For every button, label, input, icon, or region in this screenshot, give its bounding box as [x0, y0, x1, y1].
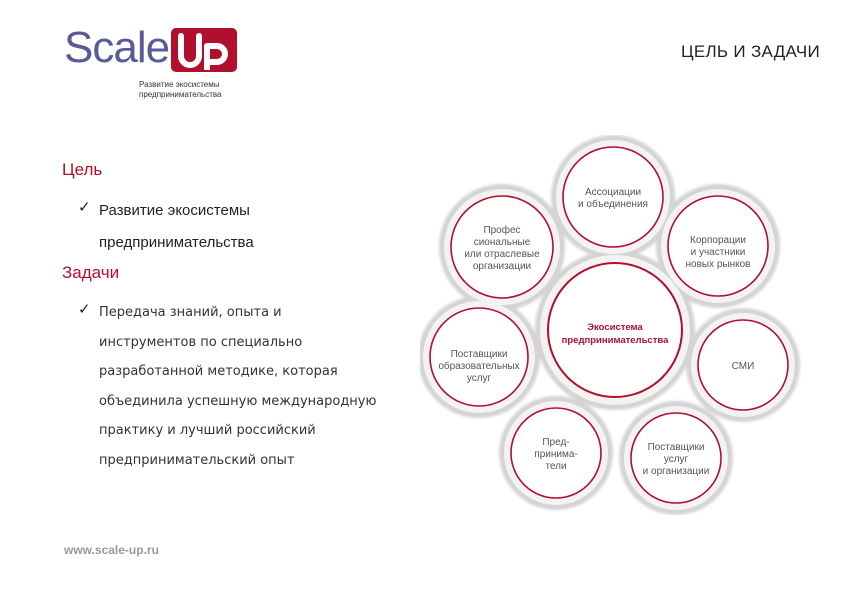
task-line: инструментов по специально	[99, 334, 303, 350]
task-line: Передача знаний, опыта и	[99, 305, 282, 320]
node-entrepreneurs	[511, 408, 601, 498]
node-label: новых рынков	[685, 259, 751, 270]
goal-line-2: предпринимательства	[99, 234, 254, 251]
node-label: Поставщики	[647, 442, 705, 453]
node-label: организации	[472, 261, 532, 272]
node-label: и объединения	[578, 199, 648, 210]
node-media	[698, 320, 788, 410]
goal-text	[99, 195, 399, 259]
node-label: тели	[545, 461, 567, 472]
logo-tagline	[139, 80, 249, 100]
footer-url: www.scale-up.ru	[64, 543, 159, 557]
node-label: СМИ	[731, 361, 755, 372]
node-label: услуг	[466, 373, 492, 384]
node-label: Ассоциации	[584, 187, 642, 198]
ecosystem-diagram	[420, 135, 820, 515]
center-label-2: предпринимательства	[561, 335, 669, 346]
node-associations	[563, 147, 663, 247]
tasks-text	[99, 298, 429, 475]
goal-check-icon: ✓	[78, 198, 91, 216]
node-label: и участники	[690, 247, 746, 258]
node-label: услуг	[663, 454, 689, 465]
goal-heading: Цель	[62, 160, 103, 179]
ecosystem-center	[548, 263, 682, 397]
node-label: сиональные	[473, 237, 531, 248]
node-professional-orgs	[451, 196, 553, 298]
page-title: ЦЕЛЬ И ЗАДАЧИ	[680, 42, 820, 61]
task-line: разработанной методике, которая	[99, 364, 338, 379]
node-label: образовательных	[438, 361, 520, 372]
tasks-check-icon: ✓	[78, 300, 91, 318]
scaleup-logo	[64, 24, 244, 104]
task-line: предпринимательский опыт	[99, 452, 295, 468]
node-label: Пред-	[542, 437, 570, 448]
logo-tagline-line1: Развитие экосистемы	[139, 80, 220, 89]
node-label: или отраслевые	[464, 249, 540, 260]
node-corporations	[668, 196, 768, 296]
tasks-heading: Задачи	[62, 263, 120, 282]
goal-line-1: Развитие экосистемы	[99, 202, 250, 219]
node-label: и организации	[642, 466, 710, 477]
logo-tagline-line2: предпринимательства	[139, 90, 222, 99]
task-line: практику и лучший российский	[99, 423, 316, 438]
node-edu-providers	[430, 308, 528, 406]
node-label: принима-	[534, 449, 578, 460]
logo-up-mark	[171, 28, 237, 72]
node-label: Поставщики	[450, 349, 508, 360]
node-label: Профес	[483, 225, 521, 236]
node-service-providers	[631, 413, 721, 503]
center-label-1: Экосистема	[587, 322, 643, 333]
logo-wordmark: Scale	[64, 23, 170, 72]
node-label: Корпорации	[690, 235, 746, 246]
task-line: объединила успешную международную	[99, 393, 377, 409]
